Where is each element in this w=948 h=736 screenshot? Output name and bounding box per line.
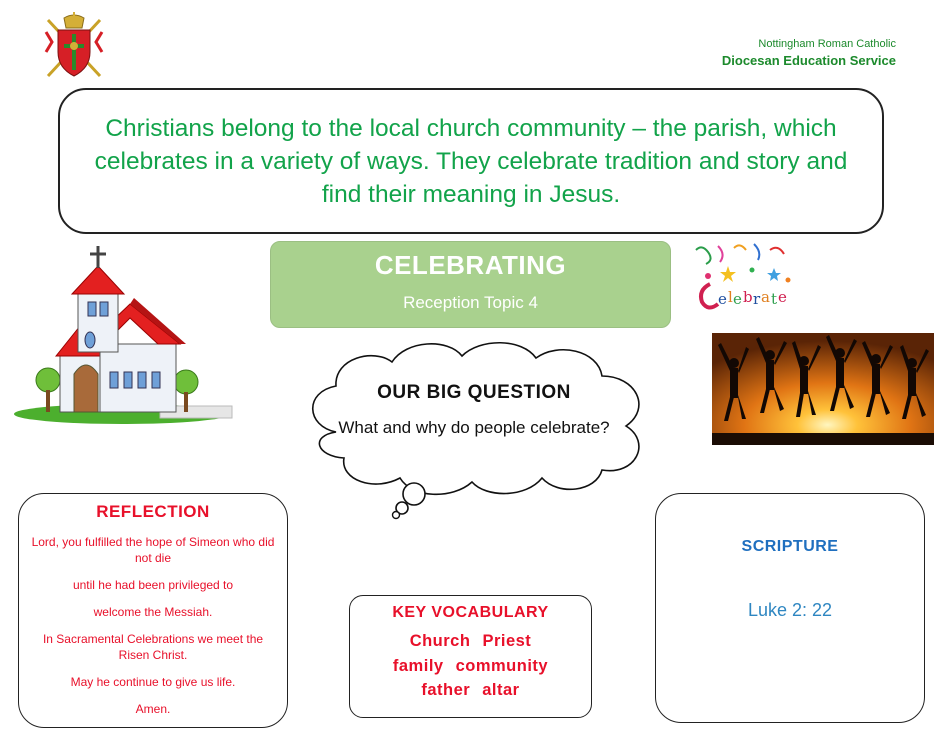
svg-text:e: e bbox=[733, 290, 742, 308]
intro-box bbox=[58, 88, 884, 234]
vocabulary-word: father bbox=[421, 681, 471, 699]
svg-text:a: a bbox=[761, 288, 770, 306]
svg-text:r: r bbox=[753, 290, 761, 308]
diocese-crest-icon bbox=[38, 12, 110, 82]
reflection-heading: REFLECTION bbox=[96, 502, 210, 521]
organisation-name bbox=[722, 38, 896, 68]
svg-text:b: b bbox=[743, 288, 753, 306]
topic-title: CELEBRATING bbox=[374, 250, 567, 280]
church-illustration-icon bbox=[10, 244, 236, 424]
reflection-line: Lord, you fulfilled the hope of Simeon who did not die bbox=[31, 535, 275, 565]
topic-banner bbox=[270, 241, 671, 328]
topic-subtitle: Reception Topic 4 bbox=[403, 293, 538, 312]
svg-text:e: e bbox=[718, 290, 727, 308]
big-question-text: What and why do people celebrate? bbox=[338, 418, 610, 437]
reflection-line: Amen. bbox=[135, 702, 171, 716]
scripture-box bbox=[655, 493, 925, 723]
big-question bbox=[330, 382, 618, 439]
vocabulary-row bbox=[350, 654, 591, 679]
vocabulary-word: family bbox=[392, 656, 444, 675]
svg-text:l: l bbox=[728, 288, 733, 306]
vocabulary-row bbox=[350, 629, 591, 654]
reflection-line: until he had been privileged to bbox=[72, 578, 234, 592]
scripture-heading: SCRIPTURE bbox=[741, 538, 839, 555]
vocabulary-word: altar bbox=[482, 681, 520, 699]
reflection-line: In Sacramental Celebrations we meet the Risen Christ. bbox=[42, 632, 264, 662]
jumping-people-sunset-photo bbox=[712, 333, 934, 445]
big-question-heading: OUR BIG QUESTION bbox=[377, 382, 571, 403]
svg-text:e: e bbox=[778, 288, 787, 306]
organisation-line-2: Diocesan Education Service bbox=[721, 53, 896, 68]
reflection-lines bbox=[19, 534, 287, 717]
vocabulary-heading: KEY VOCABULARY bbox=[392, 604, 549, 621]
reflection-line: welcome the Messiah. bbox=[93, 605, 213, 619]
key-vocabulary-box bbox=[349, 595, 592, 718]
vocabulary-word: Church bbox=[409, 632, 471, 650]
vocabulary-word: Priest bbox=[482, 632, 532, 650]
organisation-line-1: Nottingham Roman Catholic bbox=[758, 38, 896, 50]
scripture-reference: Luke 2: 22 bbox=[747, 600, 833, 620]
vocabulary-word: community bbox=[455, 656, 549, 675]
intro-text: Christians belong to the local church community – the parish, which celebrates in a variety of ways. They celebrate tradition and story and find their meaning in Jesus. bbox=[94, 114, 848, 208]
vocabulary-words bbox=[350, 629, 591, 703]
reflection-box bbox=[18, 493, 288, 728]
reflection-line: May he continue to give us life. bbox=[70, 675, 236, 689]
vocabulary-row bbox=[350, 678, 591, 703]
svg-text:t: t bbox=[771, 290, 778, 308]
celebrate-clipart-icon bbox=[688, 240, 796, 320]
